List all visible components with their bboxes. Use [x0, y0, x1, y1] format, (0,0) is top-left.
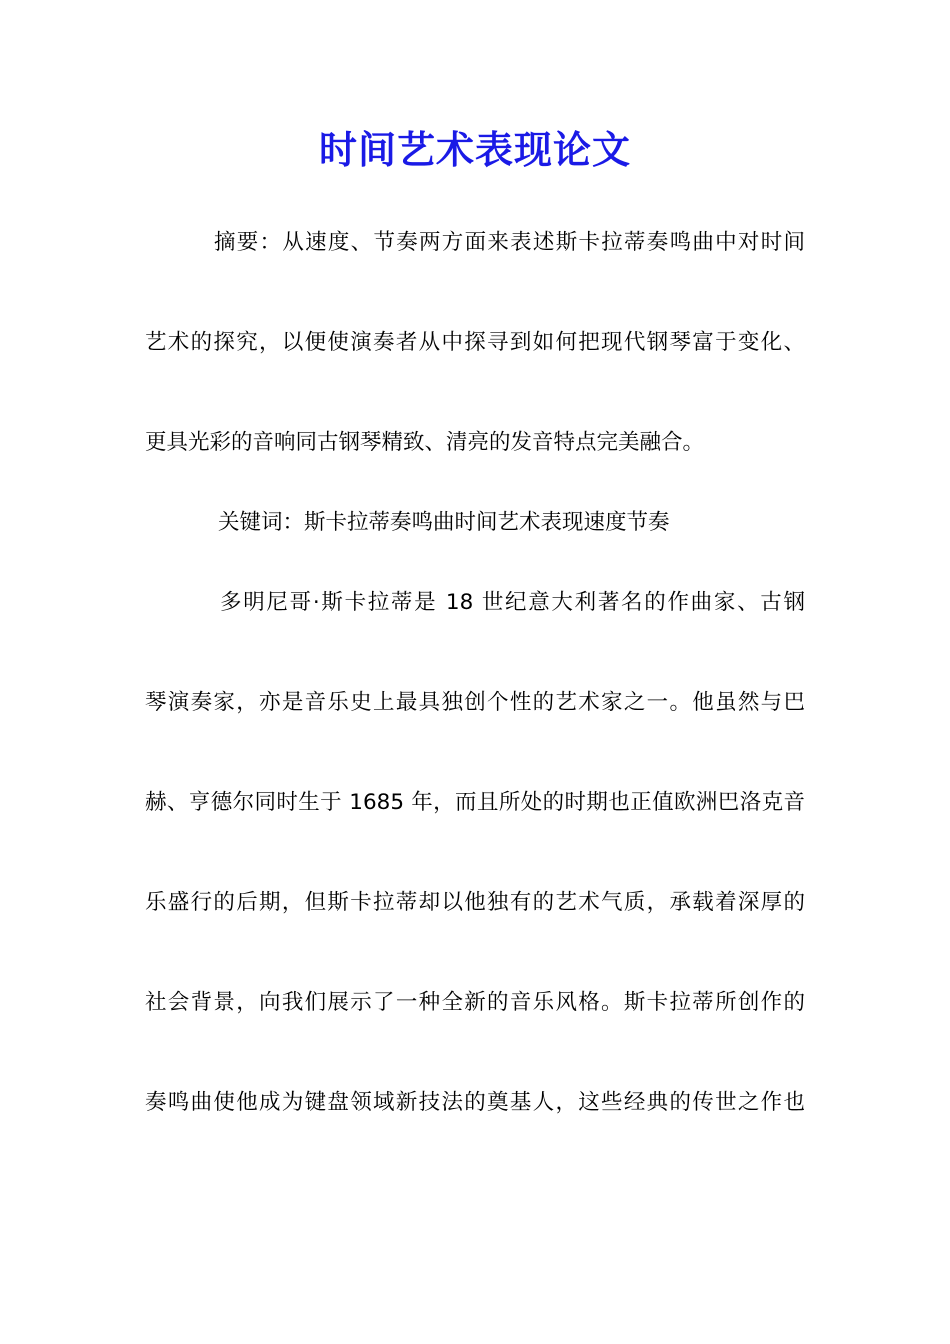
body-line-1: 多明尼哥·斯卡拉蒂是 18 世纪意大利著名的作曲家、古钢 — [220, 590, 805, 615]
page-title: 时间艺术表现论文 — [318, 127, 631, 172]
keywords-line: 关键词：斯卡拉蒂奏鸣曲时间艺术表现速度节奏 — [218, 510, 670, 535]
body-line-6: 奏鸣曲使他成为键盘领域新技法的奠基人，这些经典的传世之作也 — [145, 1090, 805, 1115]
abstract-line-1: 摘要：从速度、节奏两方面来表述斯卡拉蒂奏鸣曲中对时间 — [214, 230, 805, 255]
body-line-3: 赫、亨德尔同时生于 1685 年，而且所处的时期也正值欧洲巴洛克音 — [145, 790, 805, 815]
abstract-line-2: 艺术的探究，以便使演奏者从中探寻到如何把现代钢琴富于变化、 — [145, 330, 805, 355]
abstract-line-3: 更具光彩的音响同古钢琴精致、清亮的发音特点完美融合。 — [145, 430, 705, 455]
body-line-5: 社会背景，向我们展示了一种全新的音乐风格。斯卡拉蒂所创作的 — [145, 990, 805, 1015]
body-line-2: 琴演奏家，亦是音乐史上最具独创个性的艺术家之一。他虽然与巴 — [145, 690, 805, 715]
body-line-4: 乐盛行的后期，但斯卡拉蒂却以他独有的艺术气质，承载着深厚的 — [145, 890, 805, 915]
